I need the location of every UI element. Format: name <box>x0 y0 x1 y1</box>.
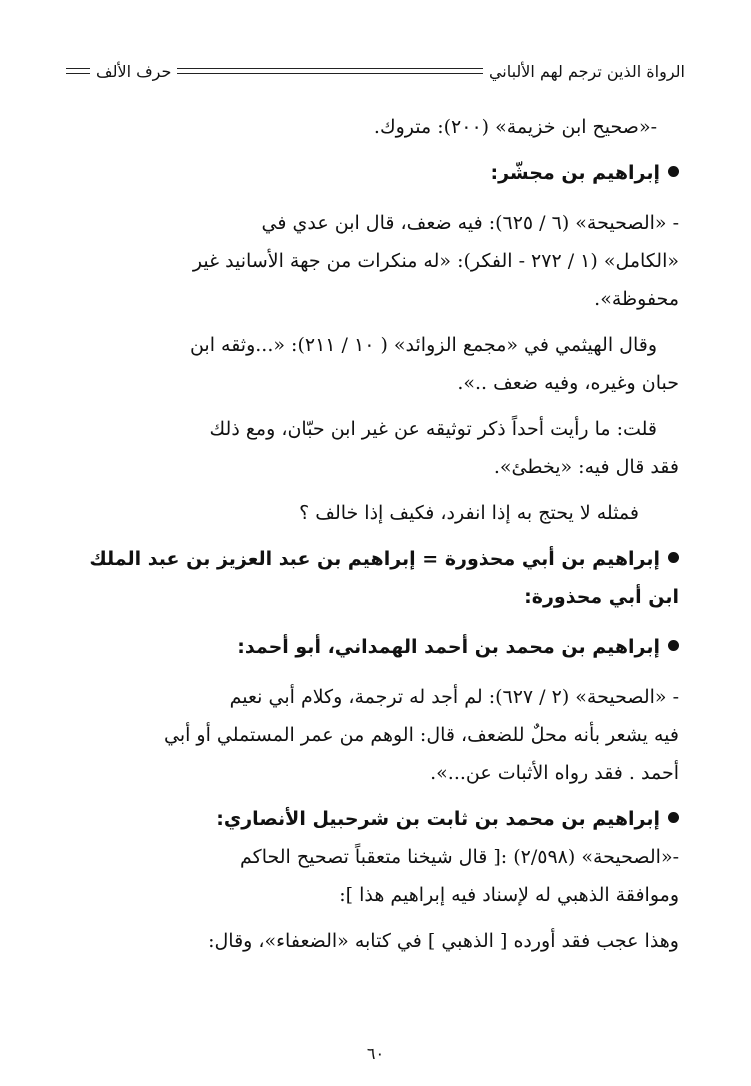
bullet-icon <box>668 812 679 823</box>
entry-heading-text: إبراهيم بن مجشّر: <box>490 162 660 184</box>
header-rule <box>177 68 483 74</box>
entry-heading-text: إبراهيم بن محمد بن أحمد الهمداني، أبو أحمد: <box>237 636 660 658</box>
header-rule-end <box>66 68 90 74</box>
text-line: - «الصحيحة» (٢ / ٦٢٧): لم أجد له ترجمة، وكلام أبي نعيم <box>229 686 679 708</box>
text-line: «الكامل» (١ / ٢٧٢ - الفكر): «له منكرات من جهة الأسانيد غير <box>192 250 679 272</box>
entry-heading-text: إبراهيم بن محمد بن ثابت بن شرحبيل الأنصاري: <box>216 808 660 830</box>
chapter-title: حرف الألف <box>96 61 172 81</box>
text-line: وقال الهيثمي في «مجمع الزوائد» ( ١٠ / ٢١١): «...وثقه ابن <box>189 334 657 356</box>
text-line: حبان وغيره، وفيه ضعف ..». <box>457 372 679 394</box>
entry-heading <box>64 540 679 578</box>
text-line: فمثله لا يحتج به إذا انفرد، فكيف إذا خالف ؟ <box>299 502 639 524</box>
text-line: -«صحيح ابن خزيمة» (٢٠٠): متروك. <box>373 116 657 138</box>
page-content <box>64 108 679 960</box>
bullet-icon <box>668 166 679 177</box>
text-line: وموافقة الذهبي له لإسناد فيه إبراهيم هذا ]: <box>339 884 679 906</box>
book-title: الرواة الذين ترجم لهم الألباني <box>488 61 685 81</box>
entry-heading <box>64 154 679 192</box>
entry-heading-text: إبراهيم بن أبي محذورة = إبراهيم بن عبد العزيز بن عبد الملك <box>89 548 660 570</box>
bullet-icon <box>668 640 679 651</box>
text-line: أحمد . فقد رواه الأثبات عن...». <box>430 762 679 784</box>
text-line: وهذا عجب فقد أورده [ الذهبي ] في كتابه «الضعفاء»، وقال: <box>208 930 679 952</box>
text-line: فيه يشعر بأنه محلٌ للضعف، قال: الوهم من عمر المستملي أو أبي <box>163 724 679 746</box>
running-header <box>66 58 685 84</box>
page-number: ٦٠ <box>366 1044 385 1063</box>
text-line: - «الصحيحة» (٦ / ٦٢٥): فيه ضعف، قال ابن عدي في <box>261 212 679 234</box>
entry-heading <box>64 628 679 666</box>
text-line: محفوظة». <box>594 288 679 310</box>
text-line: فقد قال فيه: «يخطئ». <box>493 456 679 478</box>
entry-heading-continued: ابن أبي محذورة: <box>524 586 679 608</box>
entry-heading <box>64 800 679 838</box>
bullet-icon <box>668 552 679 563</box>
text-line: -«الصحيحة» (٢/٥٩٨) :[ قال شيخنا متعقباً تصحيح الحاكم <box>240 846 679 868</box>
text-line: قلت: ما رأيت أحداً ذكر توثيقه عن غير ابن حبّان، ومع ذلك <box>209 418 657 440</box>
